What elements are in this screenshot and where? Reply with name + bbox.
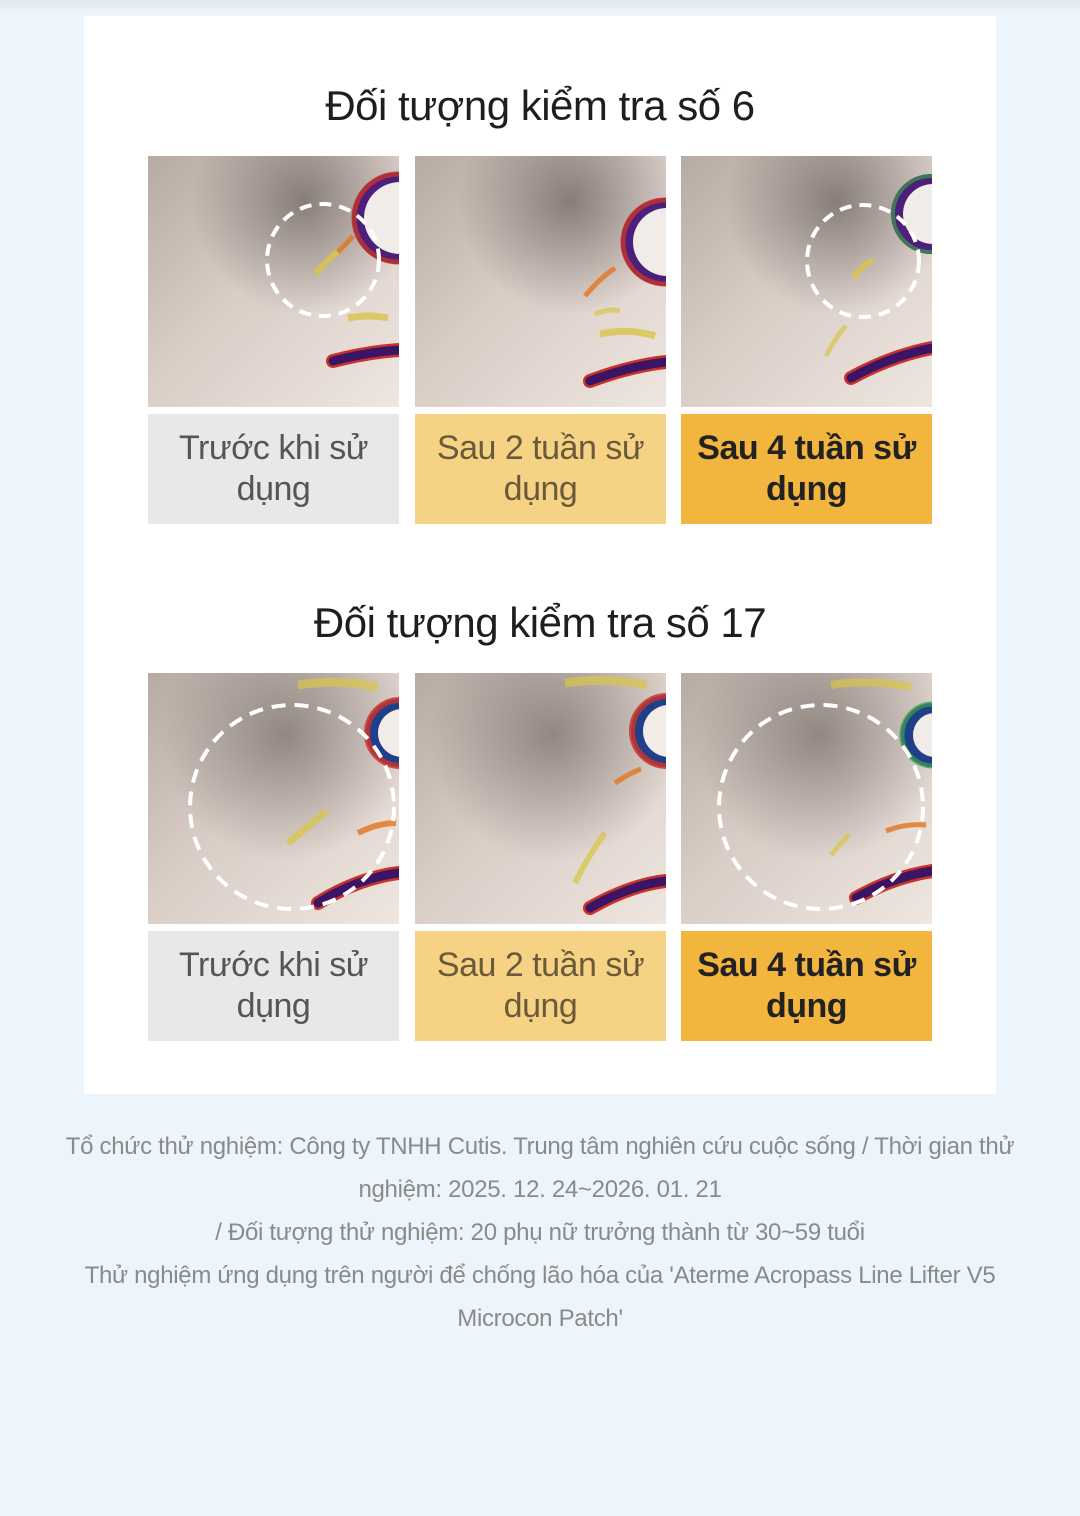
footnote-line: Tổ chức thử nghiệm: Công ty TNHH Cutis. Trung tâm nghiên cứu cuộc sống / Thời gian thử nghiệm: 2025. 12. 24~2026. 01. 21 xyxy=(65,1133,1015,1203)
label-after-4-weeks: Sau 4 tuần sử dụng xyxy=(681,931,932,1041)
subject-title: Đối tượng kiểm tra số 6 xyxy=(325,82,755,129)
skin-scan-image xyxy=(415,156,666,407)
comparison-row xyxy=(148,673,932,1041)
skin-scan-image xyxy=(681,156,932,407)
comparison-row xyxy=(148,156,932,524)
results-card xyxy=(84,16,996,1094)
test-info-footnote xyxy=(40,1125,1040,1340)
panel-before xyxy=(148,673,399,1041)
label-after-4-weeks: Sau 4 tuần sử dụng xyxy=(681,414,932,524)
skin-scan-image xyxy=(148,156,399,407)
skin-scan-image xyxy=(681,673,932,924)
skin-scan-image xyxy=(148,673,399,924)
label-before-use: Trước khi sử dụng xyxy=(148,931,399,1041)
top-shadow xyxy=(0,0,1080,14)
label-after-2-weeks: Sau 2 tuần sử dụng xyxy=(415,414,666,524)
subject-17-section xyxy=(84,593,996,1025)
panel-week-2 xyxy=(415,156,666,524)
footnote-line: Thử nghiệm ứng dụng trên người để chống lão hóa của 'Aterme Acropass Line Lifter V5 Microcon Patch' xyxy=(84,1262,996,1332)
skin-scan-image xyxy=(415,673,666,924)
footnote-line: / Đối tượng thử nghiệm: 20 phụ nữ trưởng thành từ 30~59 tuổi xyxy=(215,1219,865,1246)
panel-week-4 xyxy=(681,673,932,1041)
panel-week-2 xyxy=(415,673,666,1041)
panel-before xyxy=(148,156,399,524)
subject-6-section xyxy=(84,76,996,508)
panel-week-4 xyxy=(681,156,932,524)
label-after-2-weeks: Sau 2 tuần sử dụng xyxy=(415,931,666,1041)
label-before-use: Trước khi sử dụng xyxy=(148,414,399,524)
subject-title: Đối tượng kiểm tra số 17 xyxy=(313,599,767,646)
